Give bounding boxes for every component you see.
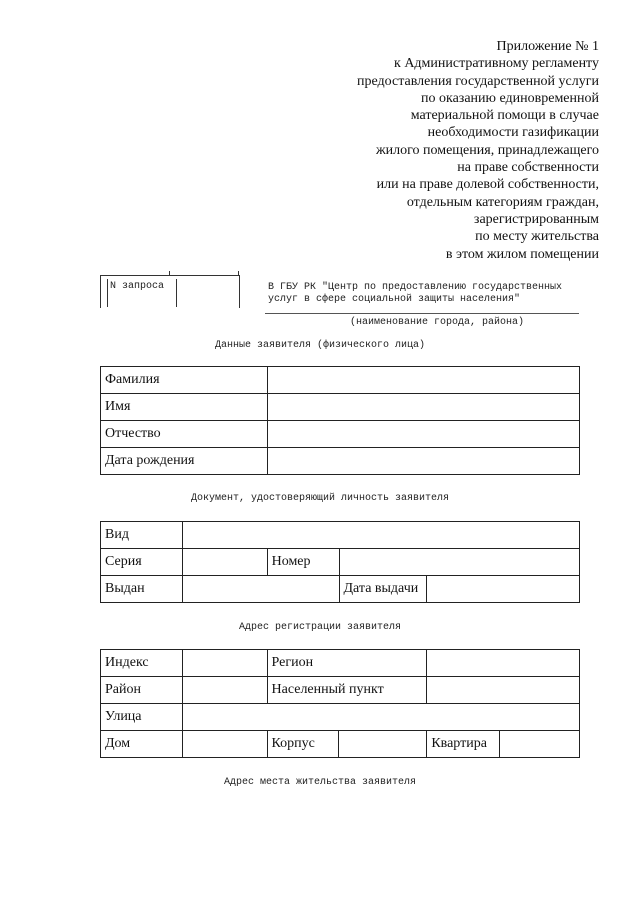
locality-field[interactable] xyxy=(427,677,580,704)
table-row xyxy=(101,367,580,394)
header-line: материальной помощи в случае xyxy=(410,108,599,124)
header-line: на праве собственности xyxy=(457,160,599,176)
recipient-underline xyxy=(265,313,579,314)
table-row xyxy=(101,576,580,603)
table-row xyxy=(101,549,580,576)
request-number-box xyxy=(100,275,240,308)
table-row xyxy=(101,704,580,731)
issued-field[interactable] xyxy=(182,576,339,603)
street-label: Улица xyxy=(101,704,183,731)
request-number-label-cell xyxy=(107,279,177,307)
surname-field[interactable] xyxy=(267,367,579,394)
header-line: жилого помещения, принадлежащего xyxy=(375,142,599,158)
street-field[interactable] xyxy=(182,704,579,731)
patronymic-label: Отчество xyxy=(101,421,268,448)
locality-label: Населенный пункт xyxy=(267,677,427,704)
header-line: необходимости газификации xyxy=(427,125,599,141)
house-field[interactable] xyxy=(182,731,267,758)
issued-label: Выдан xyxy=(101,576,183,603)
header-line: зарегистрированным xyxy=(473,211,599,227)
registration-section-title: Адрес регистрации заявителя xyxy=(238,622,402,633)
apartment-field[interactable] xyxy=(500,731,580,758)
table-row xyxy=(101,448,580,475)
number-field[interactable] xyxy=(339,549,580,576)
recipient-line: услуг в сфере социальной защиты населения" xyxy=(268,294,521,305)
recipient-block xyxy=(268,282,562,306)
header-line: отдельным категориям граждан, xyxy=(406,194,599,210)
appendix-header xyxy=(357,38,599,263)
district-label: Район xyxy=(101,677,183,704)
applicant-table xyxy=(100,366,580,475)
applicant-section-title: Данные заявителя (физического лица) xyxy=(214,340,426,351)
table-row xyxy=(101,731,580,758)
region-field[interactable] xyxy=(427,650,580,677)
series-label: Серия xyxy=(101,549,183,576)
document-type-field[interactable] xyxy=(182,522,579,549)
header-line: Приложение № 1 xyxy=(496,39,599,54)
index-label: Индекс xyxy=(101,650,183,677)
building-field[interactable] xyxy=(339,731,427,758)
patronymic-field[interactable] xyxy=(267,421,579,448)
recipient-line: В ГБУ РК "Центр по предоставлению государственных xyxy=(268,282,563,293)
document-table xyxy=(100,521,580,603)
house-label: Дом xyxy=(101,731,183,758)
header-line: предоставления государственной услуги xyxy=(357,73,599,89)
number-label: Номер xyxy=(267,549,339,576)
issue-date-field[interactable] xyxy=(427,576,580,603)
residence-section-title: Адрес места жительства заявителя xyxy=(223,777,417,788)
birth-date-label: Дата рождения xyxy=(101,448,268,475)
table-row xyxy=(101,677,580,704)
recipient-caption: (наименование города, района) xyxy=(350,317,525,328)
series-field[interactable] xyxy=(182,549,267,576)
header-line: по месту жительства xyxy=(475,229,599,245)
header-line: к Административному регламенту xyxy=(394,56,599,72)
building-label: Корпус xyxy=(267,731,339,758)
surname-label: Фамилия xyxy=(101,367,268,394)
header-line: по оказанию единовременной xyxy=(421,90,599,106)
index-field[interactable] xyxy=(182,650,267,677)
name-label: Имя xyxy=(101,394,268,421)
birth-date-field[interactable] xyxy=(267,448,579,475)
document-section-title: Документ, удостоверяющий личность заявителя xyxy=(190,493,450,504)
table-row xyxy=(101,522,580,549)
name-field[interactable] xyxy=(267,394,579,421)
header-line: в этом жилом помещении xyxy=(445,246,599,262)
table-row xyxy=(101,650,580,677)
region-label: Регион xyxy=(267,650,427,677)
district-field[interactable] xyxy=(182,677,267,704)
header-line: или на праве долевой собственности, xyxy=(376,177,599,193)
table-row xyxy=(101,421,580,448)
document-type-label: Вид xyxy=(101,522,183,549)
apartment-label: Квартира xyxy=(427,731,500,758)
registration-table xyxy=(100,649,580,758)
request-number-label: N запроса xyxy=(110,281,165,292)
issue-date-label: Дата выдачи xyxy=(339,576,427,603)
table-row xyxy=(101,394,580,421)
